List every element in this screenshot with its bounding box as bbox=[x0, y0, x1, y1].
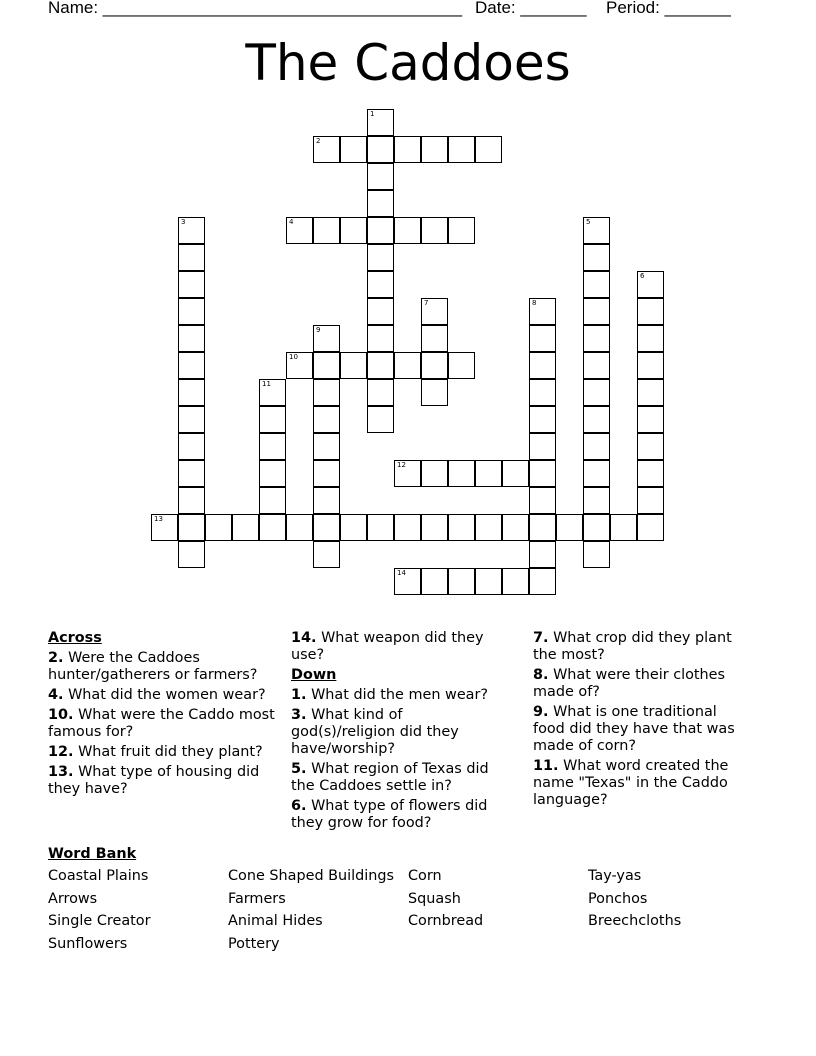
down-heading: Down bbox=[291, 667, 337, 683]
clue-text: Were the Caddoes hunter/gatherers or farmers? bbox=[48, 650, 258, 683]
grid-cell[interactable] bbox=[178, 379, 205, 406]
grid-cell[interactable] bbox=[421, 325, 448, 352]
grid-cell[interactable] bbox=[367, 109, 394, 136]
grid-cell[interactable] bbox=[583, 325, 610, 352]
grid-cell[interactable] bbox=[637, 325, 664, 352]
grid-cell[interactable] bbox=[529, 406, 556, 433]
grid-cell[interactable] bbox=[205, 514, 232, 541]
clue-text: What region of Texas did the Caddoes settle in? bbox=[291, 761, 489, 794]
clue-text: What weapon did they use? bbox=[291, 630, 484, 663]
grid-cell[interactable] bbox=[475, 568, 502, 595]
clue-number: 6. bbox=[291, 798, 307, 814]
grid-cell[interactable] bbox=[637, 271, 664, 298]
grid-cell[interactable] bbox=[367, 325, 394, 352]
grid-cell[interactable] bbox=[529, 298, 556, 325]
down-clue bbox=[533, 667, 753, 701]
grid-cell[interactable] bbox=[637, 487, 664, 514]
grid-cell[interactable] bbox=[583, 541, 610, 568]
grid-cell[interactable] bbox=[448, 460, 475, 487]
clues-column-2 bbox=[291, 630, 511, 835]
grid-cell[interactable] bbox=[394, 514, 421, 541]
clue-text: What did the women wear? bbox=[68, 687, 266, 703]
word-bank-item: Arrows bbox=[48, 890, 98, 907]
grid-cell[interactable] bbox=[421, 217, 448, 244]
grid-cell[interactable] bbox=[367, 190, 394, 217]
grid-cell[interactable] bbox=[313, 352, 340, 379]
grid-cell[interactable] bbox=[178, 514, 205, 541]
grid-cell[interactable] bbox=[529, 460, 556, 487]
word-bank-heading: Word Bank bbox=[48, 846, 137, 862]
grid-cell[interactable] bbox=[178, 541, 205, 568]
clue-text: What word created the name "Texas" in the Caddo language? bbox=[533, 758, 729, 808]
grid-cell[interactable] bbox=[367, 136, 394, 163]
clues-column-1 bbox=[48, 630, 278, 801]
word-bank-item: Tay-yas bbox=[588, 868, 642, 884]
word-bank-item: Farmers bbox=[228, 890, 286, 907]
grid-cell[interactable] bbox=[637, 379, 664, 406]
grid-cell[interactable] bbox=[367, 514, 394, 541]
grid-cell[interactable] bbox=[583, 514, 610, 541]
across-clue bbox=[48, 764, 278, 798]
grid-cell[interactable] bbox=[286, 514, 313, 541]
grid-cell[interactable] bbox=[367, 352, 394, 379]
grid-cell[interactable] bbox=[529, 487, 556, 514]
across-clue bbox=[48, 707, 278, 741]
grid-cell[interactable] bbox=[313, 487, 340, 514]
grid-cell[interactable] bbox=[367, 217, 394, 244]
clue-number: 4. bbox=[48, 687, 64, 703]
across-clue bbox=[291, 630, 511, 664]
grid-cell[interactable] bbox=[529, 541, 556, 568]
clue-number: 9. bbox=[533, 704, 549, 720]
grid-cell[interactable] bbox=[583, 433, 610, 460]
grid-cell[interactable] bbox=[313, 325, 340, 352]
word-bank-item: Ponchos bbox=[588, 890, 648, 907]
grid-cell[interactable] bbox=[259, 460, 286, 487]
grid-cell[interactable] bbox=[583, 217, 610, 244]
grid-cell[interactable] bbox=[367, 163, 394, 190]
word-bank-list bbox=[48, 866, 768, 956]
grid-cell[interactable] bbox=[583, 460, 610, 487]
clue-number-label: 9 bbox=[316, 326, 321, 334]
clue-number-label: 11 bbox=[262, 380, 271, 388]
grid-cell[interactable] bbox=[502, 460, 529, 487]
grid-cell[interactable] bbox=[178, 352, 205, 379]
grid-cell[interactable] bbox=[259, 487, 286, 514]
grid-cell[interactable] bbox=[448, 352, 475, 379]
clue-number: 11. bbox=[533, 758, 559, 774]
grid-cell[interactable] bbox=[583, 406, 610, 433]
grid-cell[interactable] bbox=[421, 460, 448, 487]
grid-cell[interactable] bbox=[529, 514, 556, 541]
grid-cell[interactable] bbox=[583, 271, 610, 298]
grid-cell[interactable] bbox=[232, 514, 259, 541]
grid-cell[interactable] bbox=[637, 460, 664, 487]
grid-cell[interactable] bbox=[448, 568, 475, 595]
grid-cell[interactable] bbox=[313, 136, 340, 163]
clue-number: 3. bbox=[291, 707, 307, 723]
grid-cell[interactable] bbox=[529, 379, 556, 406]
grid-cell[interactable] bbox=[178, 487, 205, 514]
grid-cell[interactable] bbox=[448, 217, 475, 244]
grid-cell[interactable] bbox=[637, 298, 664, 325]
clue-text: What did the men wear? bbox=[311, 687, 489, 703]
grid-cell[interactable] bbox=[421, 298, 448, 325]
clue-text: What crop did they plant the most? bbox=[533, 630, 732, 663]
down-clue bbox=[533, 758, 753, 809]
grid-cell[interactable] bbox=[529, 352, 556, 379]
grid-cell[interactable] bbox=[340, 514, 367, 541]
grid-cell[interactable] bbox=[583, 298, 610, 325]
clue-number: 12. bbox=[48, 744, 74, 760]
grid-cell[interactable] bbox=[448, 136, 475, 163]
grid-cell[interactable] bbox=[340, 352, 367, 379]
grid-cell[interactable] bbox=[367, 271, 394, 298]
grid-cell[interactable] bbox=[313, 406, 340, 433]
grid-cell[interactable] bbox=[421, 136, 448, 163]
word-bank-item: Single Creator bbox=[48, 913, 151, 930]
grid-cell[interactable] bbox=[529, 568, 556, 595]
grid-cell[interactable] bbox=[394, 217, 421, 244]
grid-cell[interactable] bbox=[583, 352, 610, 379]
grid-cell[interactable] bbox=[475, 460, 502, 487]
grid-cell[interactable] bbox=[583, 379, 610, 406]
grid-cell[interactable] bbox=[421, 352, 448, 379]
grid-cell[interactable] bbox=[178, 298, 205, 325]
down-clue bbox=[291, 687, 511, 704]
grid-cell[interactable] bbox=[313, 433, 340, 460]
grid-cell[interactable] bbox=[178, 460, 205, 487]
clue-number-label: 2 bbox=[316, 137, 321, 145]
across-clue bbox=[48, 744, 278, 761]
across-heading: Across bbox=[48, 630, 102, 646]
grid-cell[interactable] bbox=[583, 487, 610, 514]
page-title: The Caddoes bbox=[245, 34, 571, 92]
clue-number: 1. bbox=[291, 687, 307, 703]
clue-number: 10. bbox=[48, 707, 74, 723]
grid-cell[interactable] bbox=[421, 379, 448, 406]
grid-cell[interactable] bbox=[529, 325, 556, 352]
period-field-label[interactable]: Period: _______ bbox=[606, 0, 731, 17]
across-clue bbox=[48, 650, 278, 684]
clue-number: 13. bbox=[48, 764, 74, 780]
grid-cell[interactable] bbox=[475, 514, 502, 541]
down-clue bbox=[291, 707, 511, 758]
grid-cell[interactable] bbox=[610, 514, 637, 541]
word-bank-item: Sunflowers bbox=[48, 935, 128, 952]
grid-cell[interactable] bbox=[394, 460, 421, 487]
clue-number-label: 8 bbox=[532, 299, 537, 307]
grid-cell[interactable] bbox=[421, 568, 448, 595]
grid-cell[interactable] bbox=[394, 568, 421, 595]
grid-cell[interactable] bbox=[367, 244, 394, 271]
word-bank-item: Cornbread bbox=[408, 913, 484, 930]
grid-cell[interactable] bbox=[313, 379, 340, 406]
grid-cell[interactable] bbox=[367, 298, 394, 325]
grid-cell[interactable] bbox=[178, 433, 205, 460]
clue-text: What type of housing did they have? bbox=[48, 764, 260, 797]
word-bank-item: Cone Shaped Buildings bbox=[228, 868, 395, 884]
clue-number-label: 1 bbox=[370, 110, 375, 118]
grid-cell[interactable] bbox=[259, 379, 286, 406]
grid-cell[interactable] bbox=[259, 514, 286, 541]
grid-cell[interactable] bbox=[178, 406, 205, 433]
grid-cell[interactable] bbox=[178, 217, 205, 244]
clue-number-label: 14 bbox=[397, 569, 406, 577]
word-bank-item: Coastal Plains bbox=[48, 868, 149, 884]
grid-cell[interactable] bbox=[313, 217, 340, 244]
name-field-label[interactable]: Name: ______________________________________ bbox=[48, 0, 463, 17]
clue-number: 8. bbox=[533, 667, 549, 683]
clue-text: What type of flowers did they grow for food? bbox=[291, 798, 488, 831]
clue-number-label: 7 bbox=[424, 299, 429, 307]
clue-number: 2. bbox=[48, 650, 64, 666]
grid-cell[interactable] bbox=[637, 433, 664, 460]
grid-cell[interactable] bbox=[367, 406, 394, 433]
grid-cell[interactable] bbox=[367, 379, 394, 406]
clue-number-label: 3 bbox=[181, 218, 186, 226]
clue-text: What is one traditional food did they have that was made of corn? bbox=[533, 704, 735, 754]
down-clue bbox=[533, 704, 753, 755]
grid-cell[interactable] bbox=[151, 514, 178, 541]
clue-text: What kind of god(s)/religion did they have/worship? bbox=[291, 707, 459, 757]
grid-cell[interactable] bbox=[529, 433, 556, 460]
clues-column-3 bbox=[533, 630, 753, 812]
clue-number-label: 4 bbox=[289, 218, 294, 226]
clue-number-label: 10 bbox=[289, 353, 298, 361]
clue-number: 14. bbox=[291, 630, 317, 646]
grid-cell[interactable] bbox=[421, 514, 448, 541]
clue-text: What were the Caddo most famous for? bbox=[48, 707, 275, 740]
grid-cell[interactable] bbox=[313, 514, 340, 541]
grid-cell[interactable] bbox=[583, 244, 610, 271]
clue-number: 5. bbox=[291, 761, 307, 777]
clue-text: What fruit did they plant? bbox=[78, 744, 263, 760]
grid-cell[interactable] bbox=[556, 514, 583, 541]
grid-cell[interactable] bbox=[178, 271, 205, 298]
grid-cell[interactable] bbox=[475, 136, 502, 163]
grid-cell[interactable] bbox=[502, 514, 529, 541]
clue-number-label: 6 bbox=[640, 272, 645, 280]
clue-number-label: 13 bbox=[154, 515, 163, 523]
grid-cell[interactable] bbox=[178, 325, 205, 352]
grid-cell[interactable] bbox=[286, 352, 313, 379]
clue-number-label: 5 bbox=[586, 218, 591, 226]
grid-cell[interactable] bbox=[259, 406, 286, 433]
grid-cell[interactable] bbox=[394, 352, 421, 379]
grid-cell[interactable] bbox=[259, 433, 286, 460]
grid-cell[interactable] bbox=[340, 217, 367, 244]
clue-text: What were their clothes made of? bbox=[533, 667, 726, 700]
grid-cell[interactable] bbox=[340, 136, 367, 163]
date-field-label[interactable]: Date: _______ bbox=[475, 0, 587, 17]
grid-cell[interactable] bbox=[178, 244, 205, 271]
down-clue bbox=[291, 761, 511, 795]
grid-cell[interactable] bbox=[394, 136, 421, 163]
grid-cell[interactable] bbox=[502, 568, 529, 595]
word-bank-item: Animal Hides bbox=[228, 913, 323, 930]
clue-number: 7. bbox=[533, 630, 549, 646]
word-bank-item: Breechcloths bbox=[588, 913, 682, 930]
grid-cell[interactable] bbox=[313, 460, 340, 487]
down-clue bbox=[533, 630, 753, 664]
grid-cell[interactable] bbox=[637, 352, 664, 379]
across-clue bbox=[48, 687, 278, 704]
down-clue bbox=[291, 798, 511, 832]
clue-number-label: 12 bbox=[397, 461, 406, 469]
grid-cell[interactable] bbox=[448, 514, 475, 541]
grid-cell[interactable] bbox=[286, 217, 313, 244]
word-bank bbox=[48, 846, 768, 956]
word-bank-item: Pottery bbox=[228, 935, 280, 952]
grid-cell[interactable] bbox=[637, 514, 664, 541]
word-bank-item: Corn bbox=[408, 868, 442, 884]
grid-cell[interactable] bbox=[313, 541, 340, 568]
grid-cell[interactable] bbox=[637, 406, 664, 433]
word-bank-item: Squash bbox=[408, 890, 461, 907]
